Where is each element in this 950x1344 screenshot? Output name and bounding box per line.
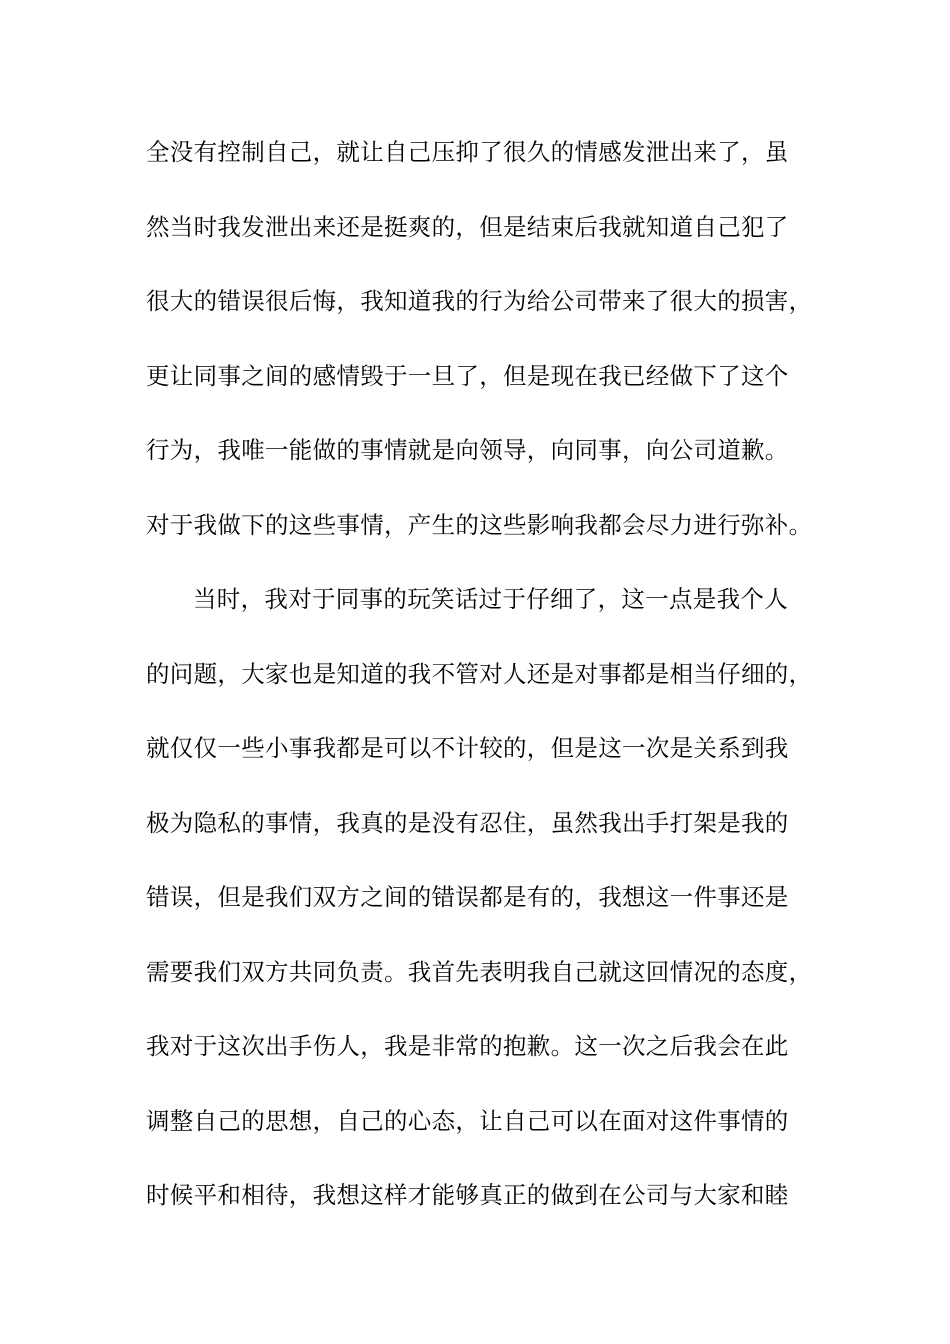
text-line: 时候平和相待，我想这样才能够真正的做到在公司与大家和睦 [146,1181,789,1209]
paragraph-start-line: 当时，我对于同事的玩笑话过于仔细了，这一点是我个人 [193,585,788,613]
text-line: 我对于这次出手伤人，我是非常的抱歉。这一次之后我会在此 [146,1032,789,1060]
text-line: 然当时我发泄出来还是挺爽的，但是结束后我就知道自己犯了 [146,212,789,241]
text-line: 很大的错误很后悔，我知道我的行为给公司带来了很大的损害， [146,287,813,315]
text-line: 对于我做下的这些事情，产生的这些影响我都会尽力进行弥补。 [146,510,813,539]
body-text [146,130,836,1248]
text-line: 全没有控制自己，就让自己压抑了很久的情感发泄出来了，虽 [146,138,789,166]
text-line: 就仅仅一些小事我都是可以不计较的，但是这一次是关系到我 [146,734,789,762]
text-line: 更让同事之间的感情毁于一旦了，但是现在我已经做下了这个 [146,361,789,390]
text-line: 错误，但是我们双方之间的错误都是有的，我想这一件事还是 [146,883,789,911]
text-line: 调整自己的思想，自己的心态，让自己可以在面对这件事情的 [146,1106,789,1135]
text-line: 需要我们双方共同负责。我首先表明我自己就这回情况的态度， [146,957,813,986]
text-line: 极为隐私的事情，我真的是没有忍住，虽然我出手打架是我的 [146,808,789,837]
text-line: 行为，我唯一能做的事情就是向领导，向同事，向公司道歉。 [146,436,789,464]
text-line: 的问题，大家也是知道的我不管对人还是对事都是相当仔细的， [146,659,813,688]
